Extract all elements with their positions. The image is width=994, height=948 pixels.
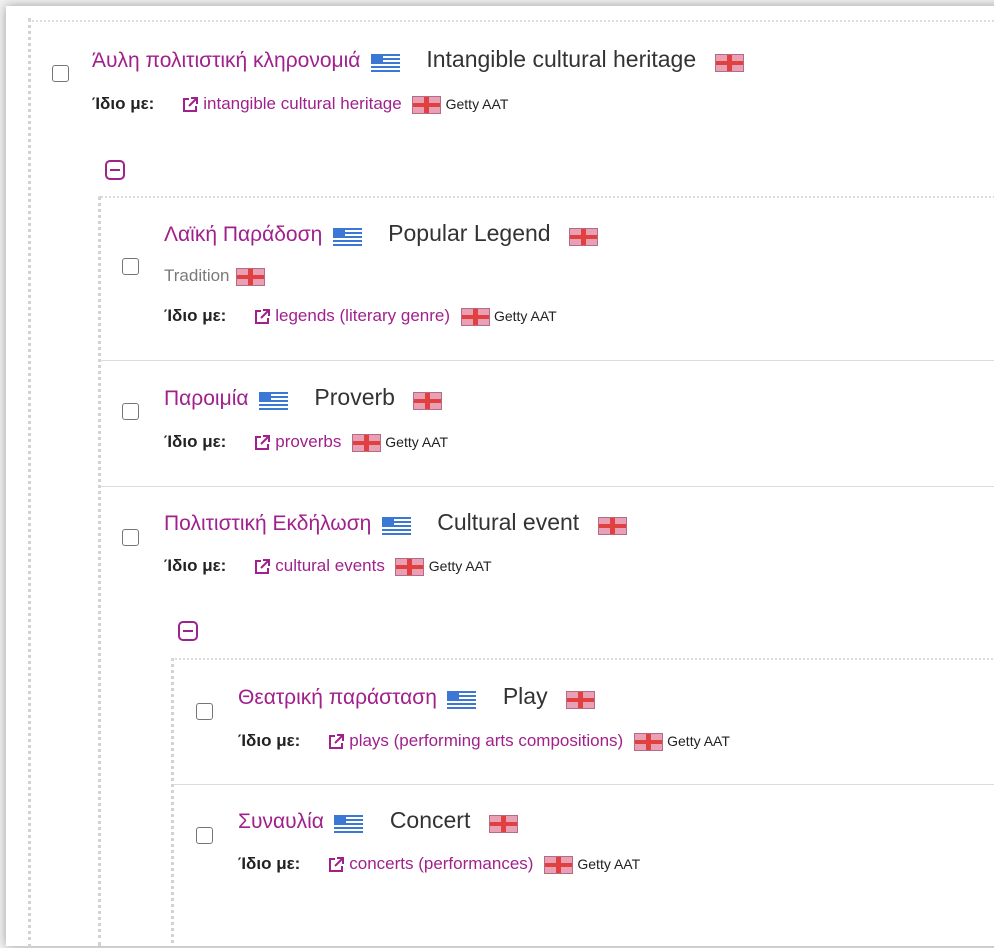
- english-flag-icon: [412, 96, 441, 114]
- same-as-link[interactable]: cultural events: [275, 556, 385, 575]
- english-flag-icon: [352, 434, 381, 452]
- term-heading: [164, 384, 442, 411]
- tree-guide: [98, 196, 101, 946]
- term-greek[interactable]: Θεατρική παράσταση: [238, 686, 437, 709]
- term-heading: [92, 46, 744, 73]
- term-heading: [164, 220, 598, 247]
- term-heading: [238, 683, 595, 710]
- term-heading: [164, 509, 627, 536]
- source-label: Getty AAT: [385, 434, 449, 450]
- english-flag-icon: [715, 54, 744, 72]
- tree-guide: [28, 18, 31, 948]
- term-english: Popular Legend: [388, 220, 551, 246]
- english-flag-icon: [544, 856, 573, 874]
- term-greek[interactable]: Άυλη πολιτιστική κληρονομιά: [92, 49, 361, 72]
- term-checkbox[interactable]: [122, 529, 139, 546]
- same-as-row: [92, 94, 508, 114]
- row-divider: [173, 784, 994, 785]
- term-checkbox[interactable]: [196, 827, 213, 844]
- term-heading: [238, 807, 518, 834]
- term-greek[interactable]: Συναυλία: [238, 810, 324, 833]
- term-extra-row: [164, 266, 265, 286]
- source-label: Getty AAT: [428, 558, 492, 574]
- tree-guide-top: [28, 20, 994, 22]
- same-as-label: Ίδιο με:: [164, 432, 227, 451]
- external-link-icon[interactable]: [253, 434, 271, 452]
- external-link-icon[interactable]: [327, 856, 345, 874]
- source-label: Getty AAT: [493, 308, 557, 324]
- same-as-label: Ίδιο με:: [164, 556, 227, 575]
- term-checkbox[interactable]: [196, 703, 213, 720]
- term-english: Cultural event: [437, 509, 580, 535]
- collapse-icon[interactable]: [105, 160, 125, 180]
- external-link-icon[interactable]: [327, 733, 345, 751]
- source-label: Getty AAT: [667, 733, 730, 749]
- term-english: Proverb: [314, 384, 395, 410]
- tree-guide: [171, 658, 174, 943]
- greek-flag-icon: [333, 228, 362, 246]
- term-greek[interactable]: Πολιτιστική Εκδήλωση: [164, 512, 372, 535]
- same-as-label: Ίδιο με:: [164, 306, 227, 325]
- same-as-row: [164, 306, 557, 326]
- term-greek[interactable]: Παροιμία: [164, 387, 249, 410]
- same-as-link[interactable]: concerts (performances): [349, 854, 534, 873]
- term-english: Play: [502, 683, 548, 709]
- same-as-row: [238, 731, 730, 751]
- term-checkbox[interactable]: [122, 258, 139, 275]
- tree-guide: [98, 196, 994, 198]
- same-as-link[interactable]: intangible cultural heritage: [203, 94, 402, 113]
- english-flag-icon: [634, 733, 663, 751]
- greek-flag-icon: [371, 54, 400, 72]
- english-flag-icon: [566, 691, 595, 709]
- thesaurus-tree-panel: [6, 6, 994, 946]
- term-checkbox[interactable]: [52, 65, 69, 82]
- english-flag-icon: [598, 517, 627, 535]
- source-label: Getty AAT: [445, 96, 509, 112]
- greek-flag-icon: [447, 691, 476, 709]
- row-divider: [100, 360, 994, 361]
- same-as-link[interactable]: plays (performing arts compositions): [349, 731, 624, 750]
- source-label: Getty AAT: [577, 856, 641, 872]
- english-flag-icon: [395, 558, 424, 576]
- collapse-icon[interactable]: [178, 621, 198, 641]
- same-as-label: Ίδιο με:: [92, 94, 155, 113]
- same-as-label: Ίδιο με:: [238, 731, 301, 750]
- term-english: Intangible cultural heritage: [426, 46, 697, 72]
- same-as-row: [164, 432, 448, 452]
- english-flag-icon: [489, 815, 518, 833]
- tree-guide: [171, 658, 994, 660]
- term-extra: Tradition: [164, 266, 230, 285]
- english-flag-icon: [236, 268, 265, 286]
- english-flag-icon: [569, 228, 598, 246]
- same-as-link[interactable]: legends (literary genre): [275, 306, 451, 325]
- term-greek[interactable]: Λαϊκή Παράδοση: [164, 223, 323, 246]
- english-flag-icon: [413, 392, 442, 410]
- external-link-icon[interactable]: [253, 308, 271, 326]
- greek-flag-icon: [382, 517, 411, 535]
- english-flag-icon: [461, 308, 490, 326]
- external-link-icon[interactable]: [181, 96, 199, 114]
- term-checkbox[interactable]: [122, 403, 139, 420]
- same-as-row: [238, 854, 640, 874]
- term-english: Concert: [389, 807, 471, 833]
- row-divider: [100, 486, 994, 487]
- same-as-row: [164, 556, 492, 576]
- greek-flag-icon: [334, 815, 363, 833]
- same-as-label: Ίδιο με:: [238, 854, 301, 873]
- external-link-icon[interactable]: [253, 558, 271, 576]
- same-as-link[interactable]: proverbs: [275, 432, 342, 451]
- greek-flag-icon: [259, 392, 288, 410]
